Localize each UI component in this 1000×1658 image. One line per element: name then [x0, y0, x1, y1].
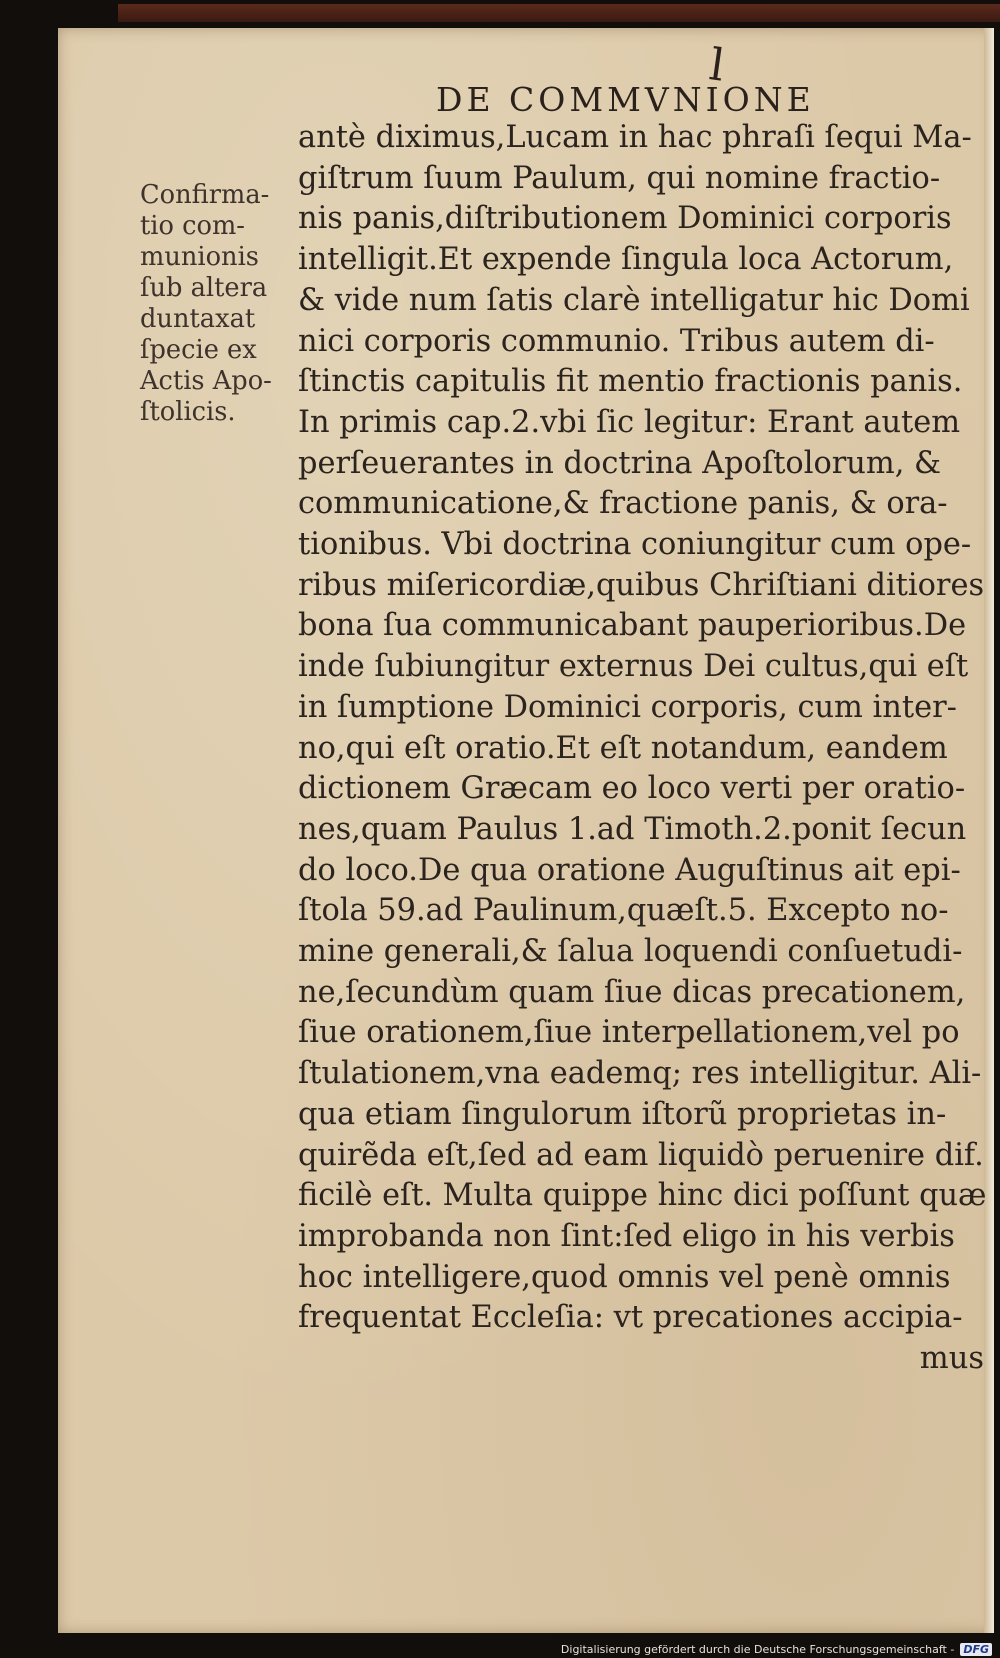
text-line: nes,quam Paulus 1.ad Timoth.2.ponit ſecun: [298, 811, 967, 847]
text-line: ficilè eſt. Multa quippe hinc dici poſſunt quæ: [298, 1178, 987, 1214]
marginal-line: ſtolicis.: [140, 397, 236, 427]
text-line: frequentat Eccleſia: vt precationes accipia-: [298, 1300, 963, 1336]
text-line: intelligit.Et expende ſingula loca Actorum,: [298, 242, 954, 278]
marginal-line: duntaxat: [140, 304, 256, 334]
text-line: communicatione,& fractione panis, & ora-: [298, 486, 948, 522]
text-line: ſiue orationem,ſiue interpellationem,vel po: [298, 1015, 960, 1051]
text-line: in ſumptione Dominici corporis, cum inter-: [298, 689, 957, 725]
marginal-note: [140, 180, 290, 428]
text-line: nis panis,diſtributionem Dominici corporis: [298, 201, 952, 237]
text-line: nici corporis communio. Tribus autem di-: [298, 323, 935, 359]
text-line: perſeuerantes in doctrina Apoſtolorum, &: [298, 445, 942, 481]
text-line: ſtinctis capitulis fit mentio fractionis panis.: [298, 364, 963, 400]
marginal-line: Actis Apo-: [140, 366, 272, 396]
text-line: hoc intelligere,quod omnis vel penè omnis: [298, 1259, 951, 1295]
text-line: & vide num ſatis clarè intelligatur hic Domi: [298, 282, 970, 318]
marginal-line: ſub altera: [140, 273, 268, 303]
text-line: tionibus. Vbi doctrina coniungitur cum ope-: [298, 527, 972, 563]
marginal-line: ſpecie ex: [140, 335, 257, 365]
footer-credit: [561, 1643, 992, 1656]
text-line: ribus miſericordiæ,quibus Chriſtiani ditiores: [298, 567, 985, 603]
text-line: inde ſubiungitur externus Dei cultus,qui eſt: [298, 649, 969, 685]
body-text: [298, 118, 988, 1380]
folio-mark: l: [706, 39, 728, 92]
text-line: antè diximus,Lucam in hac phraſi ſequi Ma-: [298, 120, 972, 155]
text-line: do loco.De qua oratione Auguſtinus ait epi-: [298, 852, 961, 888]
binding-strip: [118, 4, 1000, 22]
text-line: qua etiam ſingulorum iſtorũ proprietas in-: [298, 1096, 947, 1132]
text-line: ſtola 59.ad Paulinum,quæſt.5. Excepto no-: [298, 893, 949, 929]
running-head: DE COMMVNIONE: [436, 80, 815, 119]
text-line: no,qui eſt oratio.Et eſt notandum, eandem: [298, 730, 948, 766]
text-line: ſtulationem,vna eademq; res intelligitur. Ali-: [298, 1056, 982, 1092]
catchword: mus: [919, 1341, 984, 1377]
marginal-line: Confirma-: [140, 180, 270, 210]
text-line: In primis cap.2.vbi ſic legitur: Erant autem: [298, 404, 961, 440]
text-line: quirẽda eſt,ſed ad eam liquidò peruenire dif.: [298, 1137, 984, 1173]
text-line: improbanda non ſint:ſed eligo in his verbis: [298, 1218, 955, 1254]
text-line: bona ſua communicabant pauperioribus.De: [298, 608, 967, 644]
marginal-line: tio com-: [140, 211, 245, 241]
footer-text: Digitalisierung gefördert durch die Deutsche Forschungsgemeinschaft -: [560, 1643, 955, 1656]
text-line: ne,ſecundùm quam ſiue dicas precationem,: [298, 974, 966, 1010]
dfg-logo: DFG: [960, 1643, 992, 1656]
text-line: giſtrum ſuum Paulum, qui nomine fractio-: [298, 160, 941, 196]
text-line: dictionem Græcam eo loco verti per oratio-: [298, 771, 966, 807]
text-line: mine generali,& ſalua loquendi conſuetudi-: [298, 934, 963, 970]
marginal-line: munionis: [140, 242, 259, 272]
